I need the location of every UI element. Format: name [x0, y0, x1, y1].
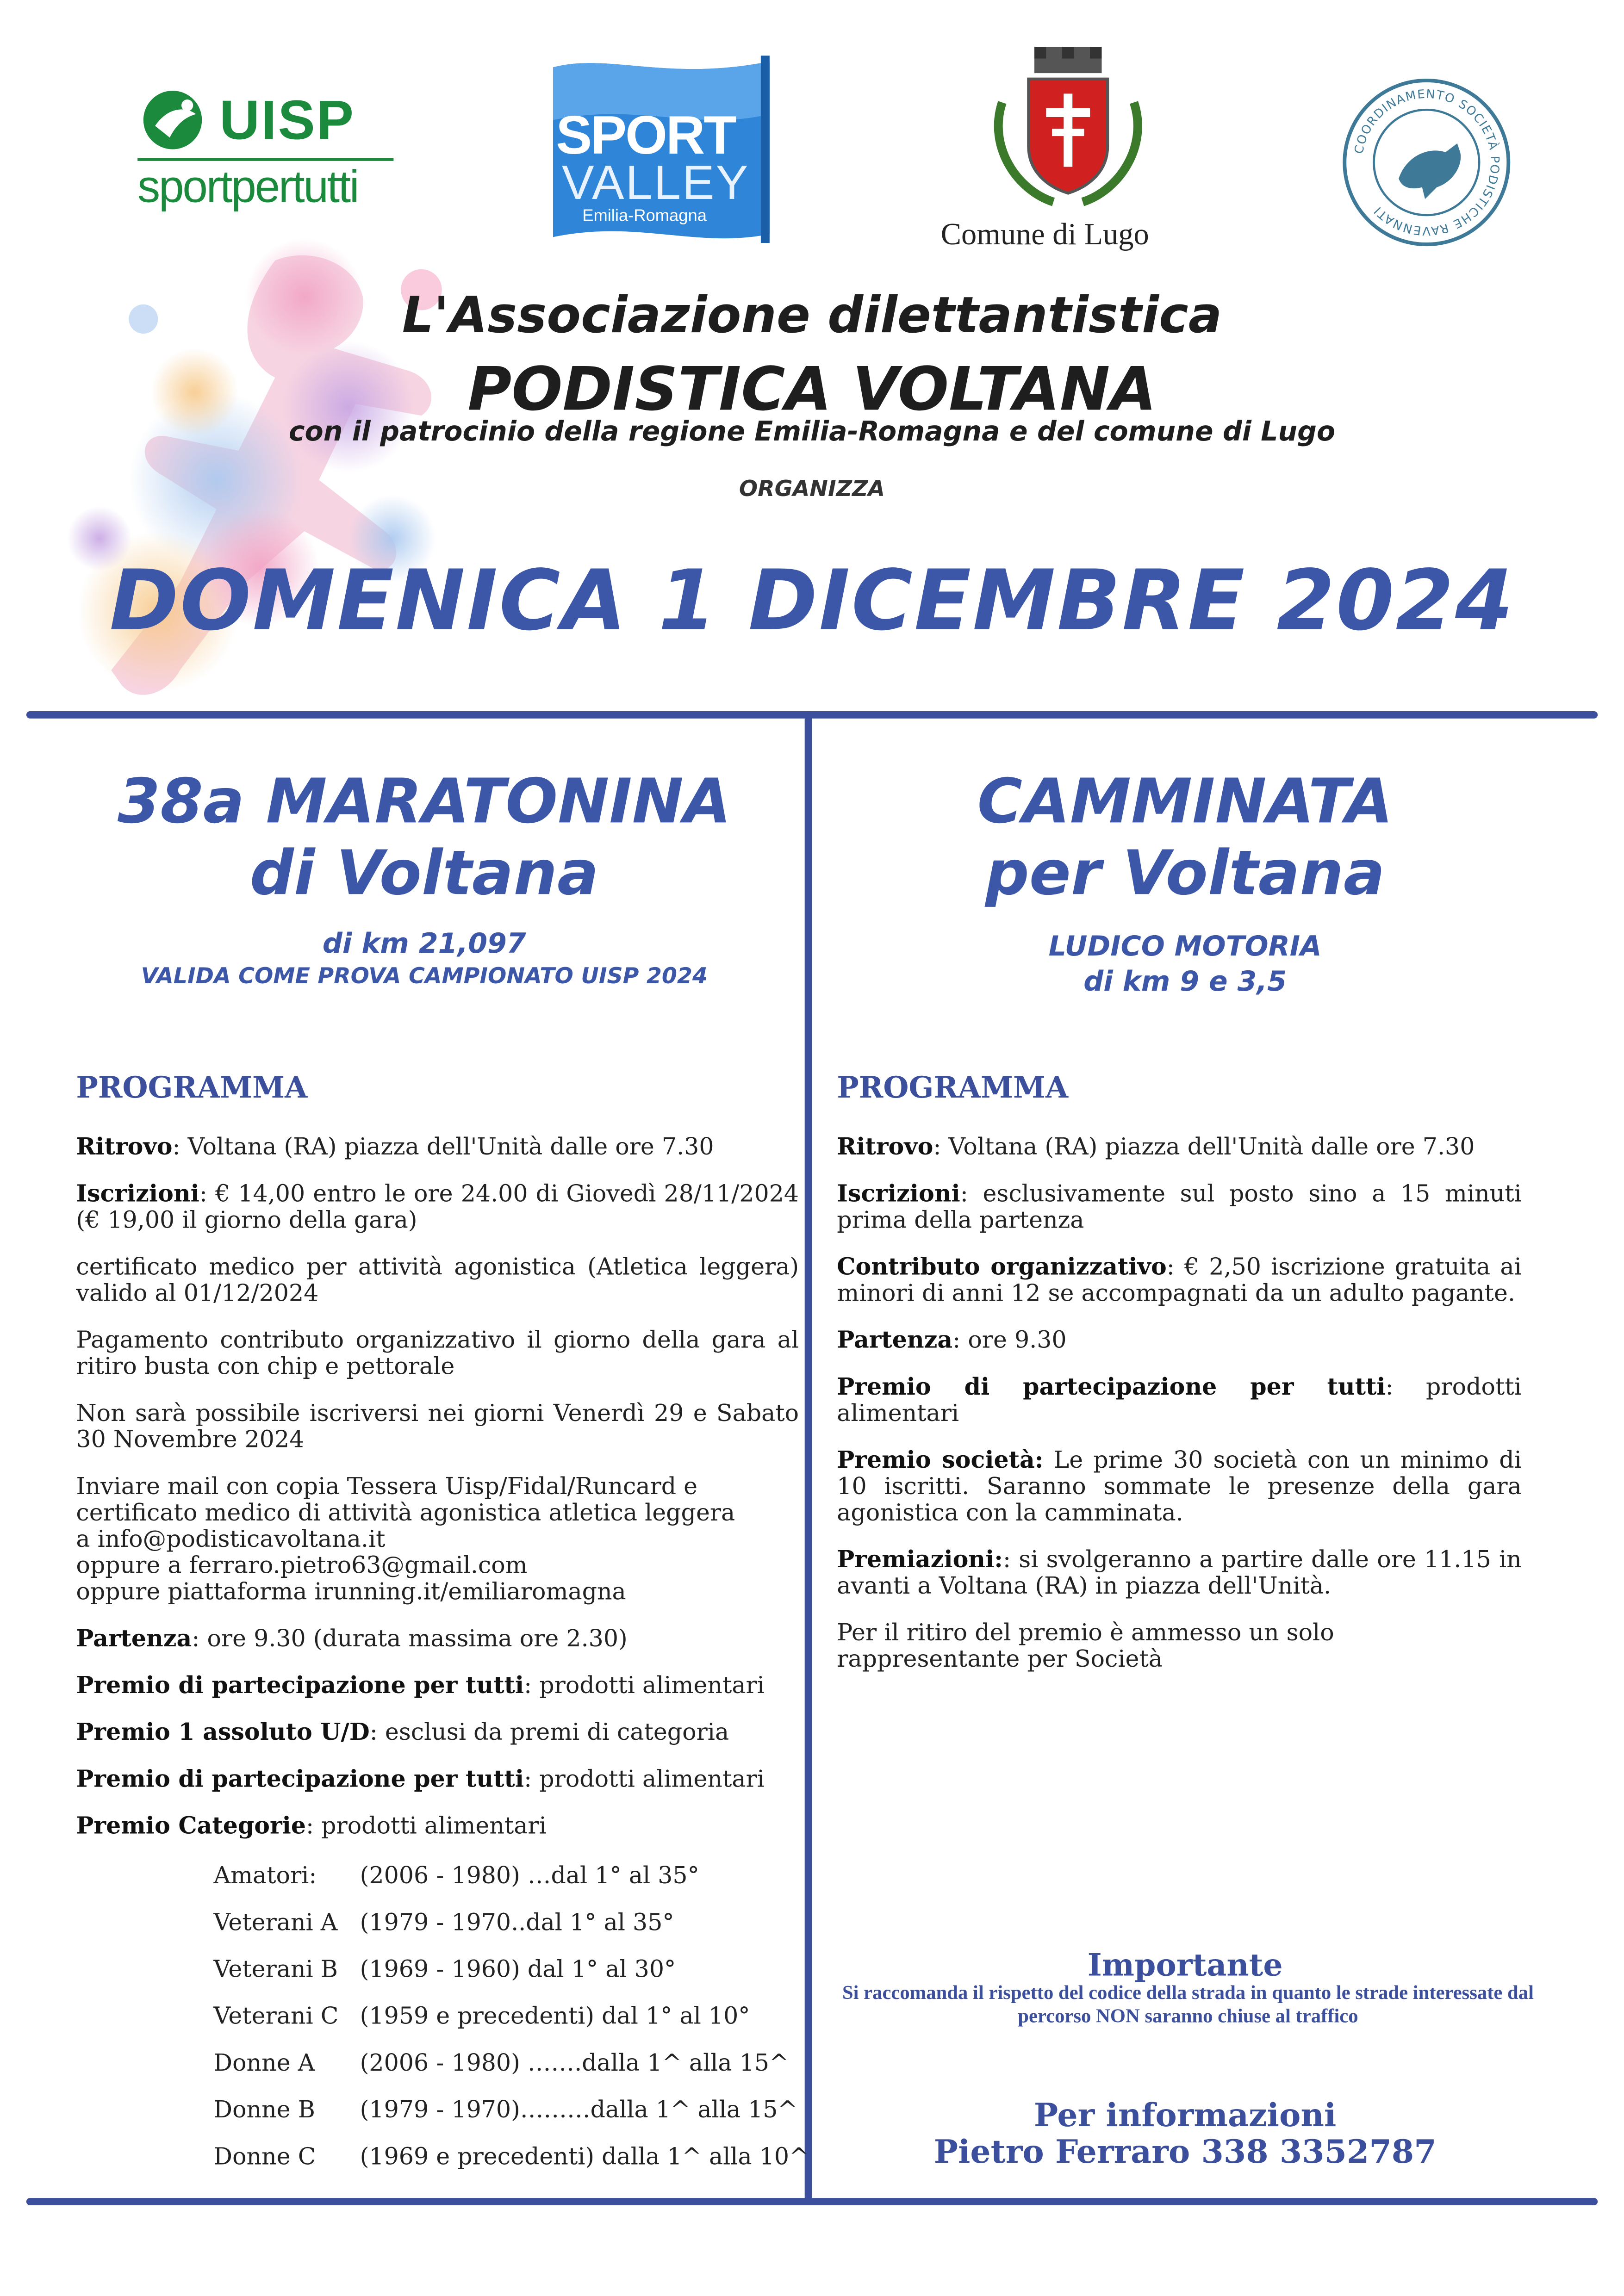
premio-assoluto-item: Premio 1 assoluto U/D: esclusi da premi di categoria — [76, 1718, 729, 1746]
comune-lugo-name: Comune di Lugo — [940, 217, 1149, 252]
non-possibile-item: Non sarà possibile iscriversi nei giorni Venerdì 29 e Sabato 30 Novembre 2024 — [76, 1399, 799, 1453]
right-program — [837, 1134, 1521, 1693]
partenza-item: Partenza: ore 9.30 — [837, 1326, 1067, 1354]
pagamento-item: Pagamento contributo organizzativo il giorno della gara al ritiro busta con chip e pettorale — [76, 1326, 799, 1380]
category-row: Donne C (1969 e precedenti) dalla 1^ alla 10^ — [213, 2142, 809, 2170]
comune-lugo-logo — [936, 44, 1192, 256]
category-row: Amatori: (2006 - 1980) …dal 1° al 35° — [213, 1861, 699, 1889]
camminata-type: LUDICO MOTORIA — [1048, 931, 1322, 963]
uisp-runner-icon — [135, 88, 214, 152]
maratonina-validity: VALIDA COME PROVA CAMPIONATO UISP 2024 — [141, 962, 708, 989]
left-program — [76, 1134, 799, 1860]
coordinamento-logo — [1340, 76, 1513, 248]
iscrizioni-item: Iscrizioni: esclusivamente sul posto sino a 15 minuti prima della partenza — [837, 1179, 1522, 1234]
mail-item: Inviare mail con copia Tessera Uisp/Fidal/Runcard e certificato medico di attività agonistica atletica leggera a info@podisticavoltana.it oppure a ferraro.pietro63@gmail.com oppure piattaforma irunning.it/emiliaromagna — [76, 1472, 735, 1606]
uisp-name: UISP — [219, 91, 355, 152]
premio-categorie-item: Premio Categorie: prodotti alimentari — [76, 1812, 547, 1840]
right-programma-heading: PROGRAMMA — [837, 1069, 1069, 1105]
sportvalley-logo — [550, 56, 773, 243]
event-date: DOMENICA 1 DICEMBRE 2024 — [109, 553, 1515, 650]
club-name: PODISTICA VOLTANA — [467, 354, 1157, 425]
ritrovo-item: Ritrovo: Voltana (RA) piazza dell'Unità dalle ore 7.30 — [837, 1132, 1475, 1160]
column-divider — [805, 714, 812, 2201]
bottom-divider — [26, 2198, 1598, 2205]
dove-seal-icon — [1340, 76, 1513, 248]
coat-of-arms-icon — [988, 44, 1149, 212]
category-row: Veterani A (1979 - 1970..dal 1° al 35° — [213, 1908, 674, 1936]
premio-societa-item: Premio società: Le prime 30 società con un minimo di 10 iscritti. Saranno sommate le presenze della gara agonistica con la camminata. — [837, 1446, 1522, 1527]
importante-heading: Importante — [1087, 1946, 1283, 1983]
partenza-item: Partenza: ore 9.30 (durata massima ore 2.30) — [76, 1624, 628, 1652]
sportvalley-sport: SPORT — [556, 105, 735, 166]
camminata-distance: di km 9 e 3,5 — [1083, 966, 1287, 998]
maratonina-title: 38a MARATONINA — [117, 765, 731, 837]
maratonina-subtitle: di Voltana — [249, 837, 599, 909]
premio-tutti-2-item: Premio di partecipazione per tutti: prodotti alimentari — [76, 1764, 765, 1793]
contributo-item: Contributo organizzativo: € 2,50 iscrizione gratuita ai minori di anni 12 se accompagnati da un adulto pagante. — [837, 1253, 1522, 1307]
iscrizioni-item: Iscrizioni: € 14,00 entro le ore 24.00 di Giovedì 28/11/2024 (€ 19,00 il giorno della gara) — [76, 1179, 799, 1234]
info-contact: Pietro Ferraro 338 3352787 — [933, 2133, 1437, 2172]
category-row: Donne A (2006 - 1980) …….dalla 1^ alla 15^ — [213, 2048, 789, 2077]
importante-text: Si raccomanda il rispetto del codice della strada in quanto le strade interessate dal percorso NON saranno chiuse al traffico — [842, 1981, 1534, 2027]
camminata-title: CAMMINATA — [977, 765, 1393, 837]
info-heading: Per informazioni — [1033, 2097, 1337, 2135]
maratonina-distance: di km 21,097 — [322, 928, 526, 960]
association-line: L'Associazione dilettantistica — [402, 286, 1222, 346]
camminata-subtitle: per Voltana — [985, 837, 1385, 909]
left-programma-heading: PROGRAMMA — [76, 1069, 308, 1105]
premio-tutti-item: Premio di partecipazione per tutti: prodotti alimentari — [76, 1671, 765, 1699]
category-row: Veterani B (1969 - 1960) dal 1° al 30° — [213, 1955, 676, 1983]
category-row: Donne B (1979 - 1970)………dalla 1^ alla 15^ — [213, 2095, 797, 2123]
ritiro-premio-item: Per il ritiro del premio è ammesso un solo rappresentante per Società — [837, 1618, 1334, 1673]
sportvalley-valley: VALLEY — [561, 155, 750, 210]
patronage-line: con il patrocinio della regione Emilia-Romagna e del comune di Lugo — [288, 417, 1336, 448]
category-row: Veterani C (1959 e precedenti) dal 1° al 10° — [213, 2002, 750, 2030]
certificato-item: certificato medico per attività agonistica (Atletica leggera) valido al 01/12/2024 — [76, 1253, 799, 1307]
uisp-tagline: sportpertutti — [137, 161, 358, 212]
premio-tutti-item: Premio di partecipazione per tutti: prodotti alimentari — [837, 1372, 1522, 1427]
premiazioni-item: Premiazioni:: si svolgeranno a partire dalle ore 11.15 in avanti a Voltana (RA) in piazza dell'Unità. — [837, 1545, 1522, 1600]
ritrovo-item: Ritrovo: Voltana (RA) piazza dell'Unità dalle ore 7.30 — [76, 1132, 714, 1160]
organizza-label: ORGANIZZA — [739, 475, 885, 502]
sportvalley-region: Emilia-Romagna — [582, 208, 707, 226]
uisp-logo — [135, 88, 398, 220]
coordinamento-ring-text: COORDINAMENTO SOCIETÀ PODISTICHE RAVENNATI — [1352, 87, 1502, 238]
